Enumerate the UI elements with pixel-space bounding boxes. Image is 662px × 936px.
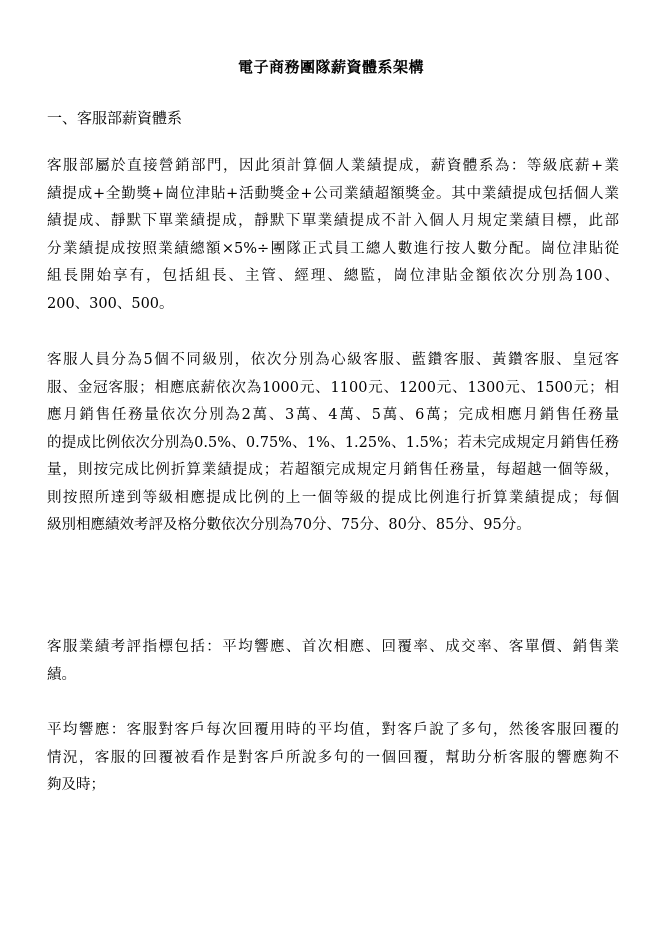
paragraph-salary-structure xyxy=(47,153,619,318)
paragraph-line: 則按照所達到等級相應提成比例的上一個等級的提成比例進行折算業績提成；每個 xyxy=(47,489,619,506)
paragraph-line: 平均響應：客服對客戶每次回覆用時的平均值，對客戶說了多句，然後客服回覆的 xyxy=(47,722,619,738)
paragraph-line: 200、300、500。 xyxy=(47,295,174,312)
document-title: 電子商務團隊薪資體系架構 xyxy=(237,58,424,76)
paragraph-line: 組長開始享有，包括組長、主管、經理、總監，崗位津貼金額依次分別為100、 xyxy=(47,268,619,284)
paragraph-line: 量，則按完成比例折算業績提成；若超額完成規定月銷售任務量，每超越一個等級， xyxy=(47,462,619,478)
paragraph-line: 客服業績考評指標包括：平均響應、首次相應、回覆率、成交率、客單價、銷售業 xyxy=(47,639,619,655)
paragraph-staff-levels xyxy=(47,347,619,540)
paragraph-line: 績提成、靜默下單業績提成，靜默下單業績提成不計入個人月規定業績目標，此部 xyxy=(47,213,619,229)
paragraph-line: 夠及時； xyxy=(47,777,105,793)
paragraph-line: 情況，客服的回覆被看作是對客戶所說多句的一個回覆，幫助分析客服的響應夠不 xyxy=(47,749,619,766)
paragraph-line: 分業績提成按照業績總額×5%÷團隊正式員工總人數進行按人數分配。崗位津貼從 xyxy=(47,240,619,257)
paragraph-line: 績提成+全勤獎+崗位津貼+活動獎金+公司業績超額獎金。其中業績提成包括個人業 xyxy=(47,185,619,202)
paragraph-line: 客服人員分為5個不同級別，依次分別為心級客服、藍鑽客服、黃鑽客服、皇冠客 xyxy=(47,352,619,368)
paragraph-line: 服、金冠客服；相應底薪依次為1000元、1100元、1200元、1300元、1500元；相 xyxy=(47,379,619,396)
section-heading: 一、客服部薪資體系 xyxy=(47,109,183,127)
paragraph-line: 的提成比例依次分別為0.5%、0.75%、1%、1.25%、1.5%；若未完成規定月銷售任務 xyxy=(47,434,619,451)
paragraph-kpi-list xyxy=(47,634,619,689)
paragraph-average-response xyxy=(47,717,619,800)
paragraph-line: 績。 xyxy=(47,666,76,683)
paragraph-line: 客服部屬於直接營銷部門，因此須計算個人業績提成，薪資體系為：等級底薪+業 xyxy=(47,158,619,174)
paragraph-line: 應月銷售任務量依次分別為2萬、3萬、4萬、5萬、6萬；完成相應月銷售任務量 xyxy=(47,407,619,423)
paragraph-line: 級別相應績效考評及格分數依次分別為70分、75分、80分、85分、95分。 xyxy=(47,517,531,533)
